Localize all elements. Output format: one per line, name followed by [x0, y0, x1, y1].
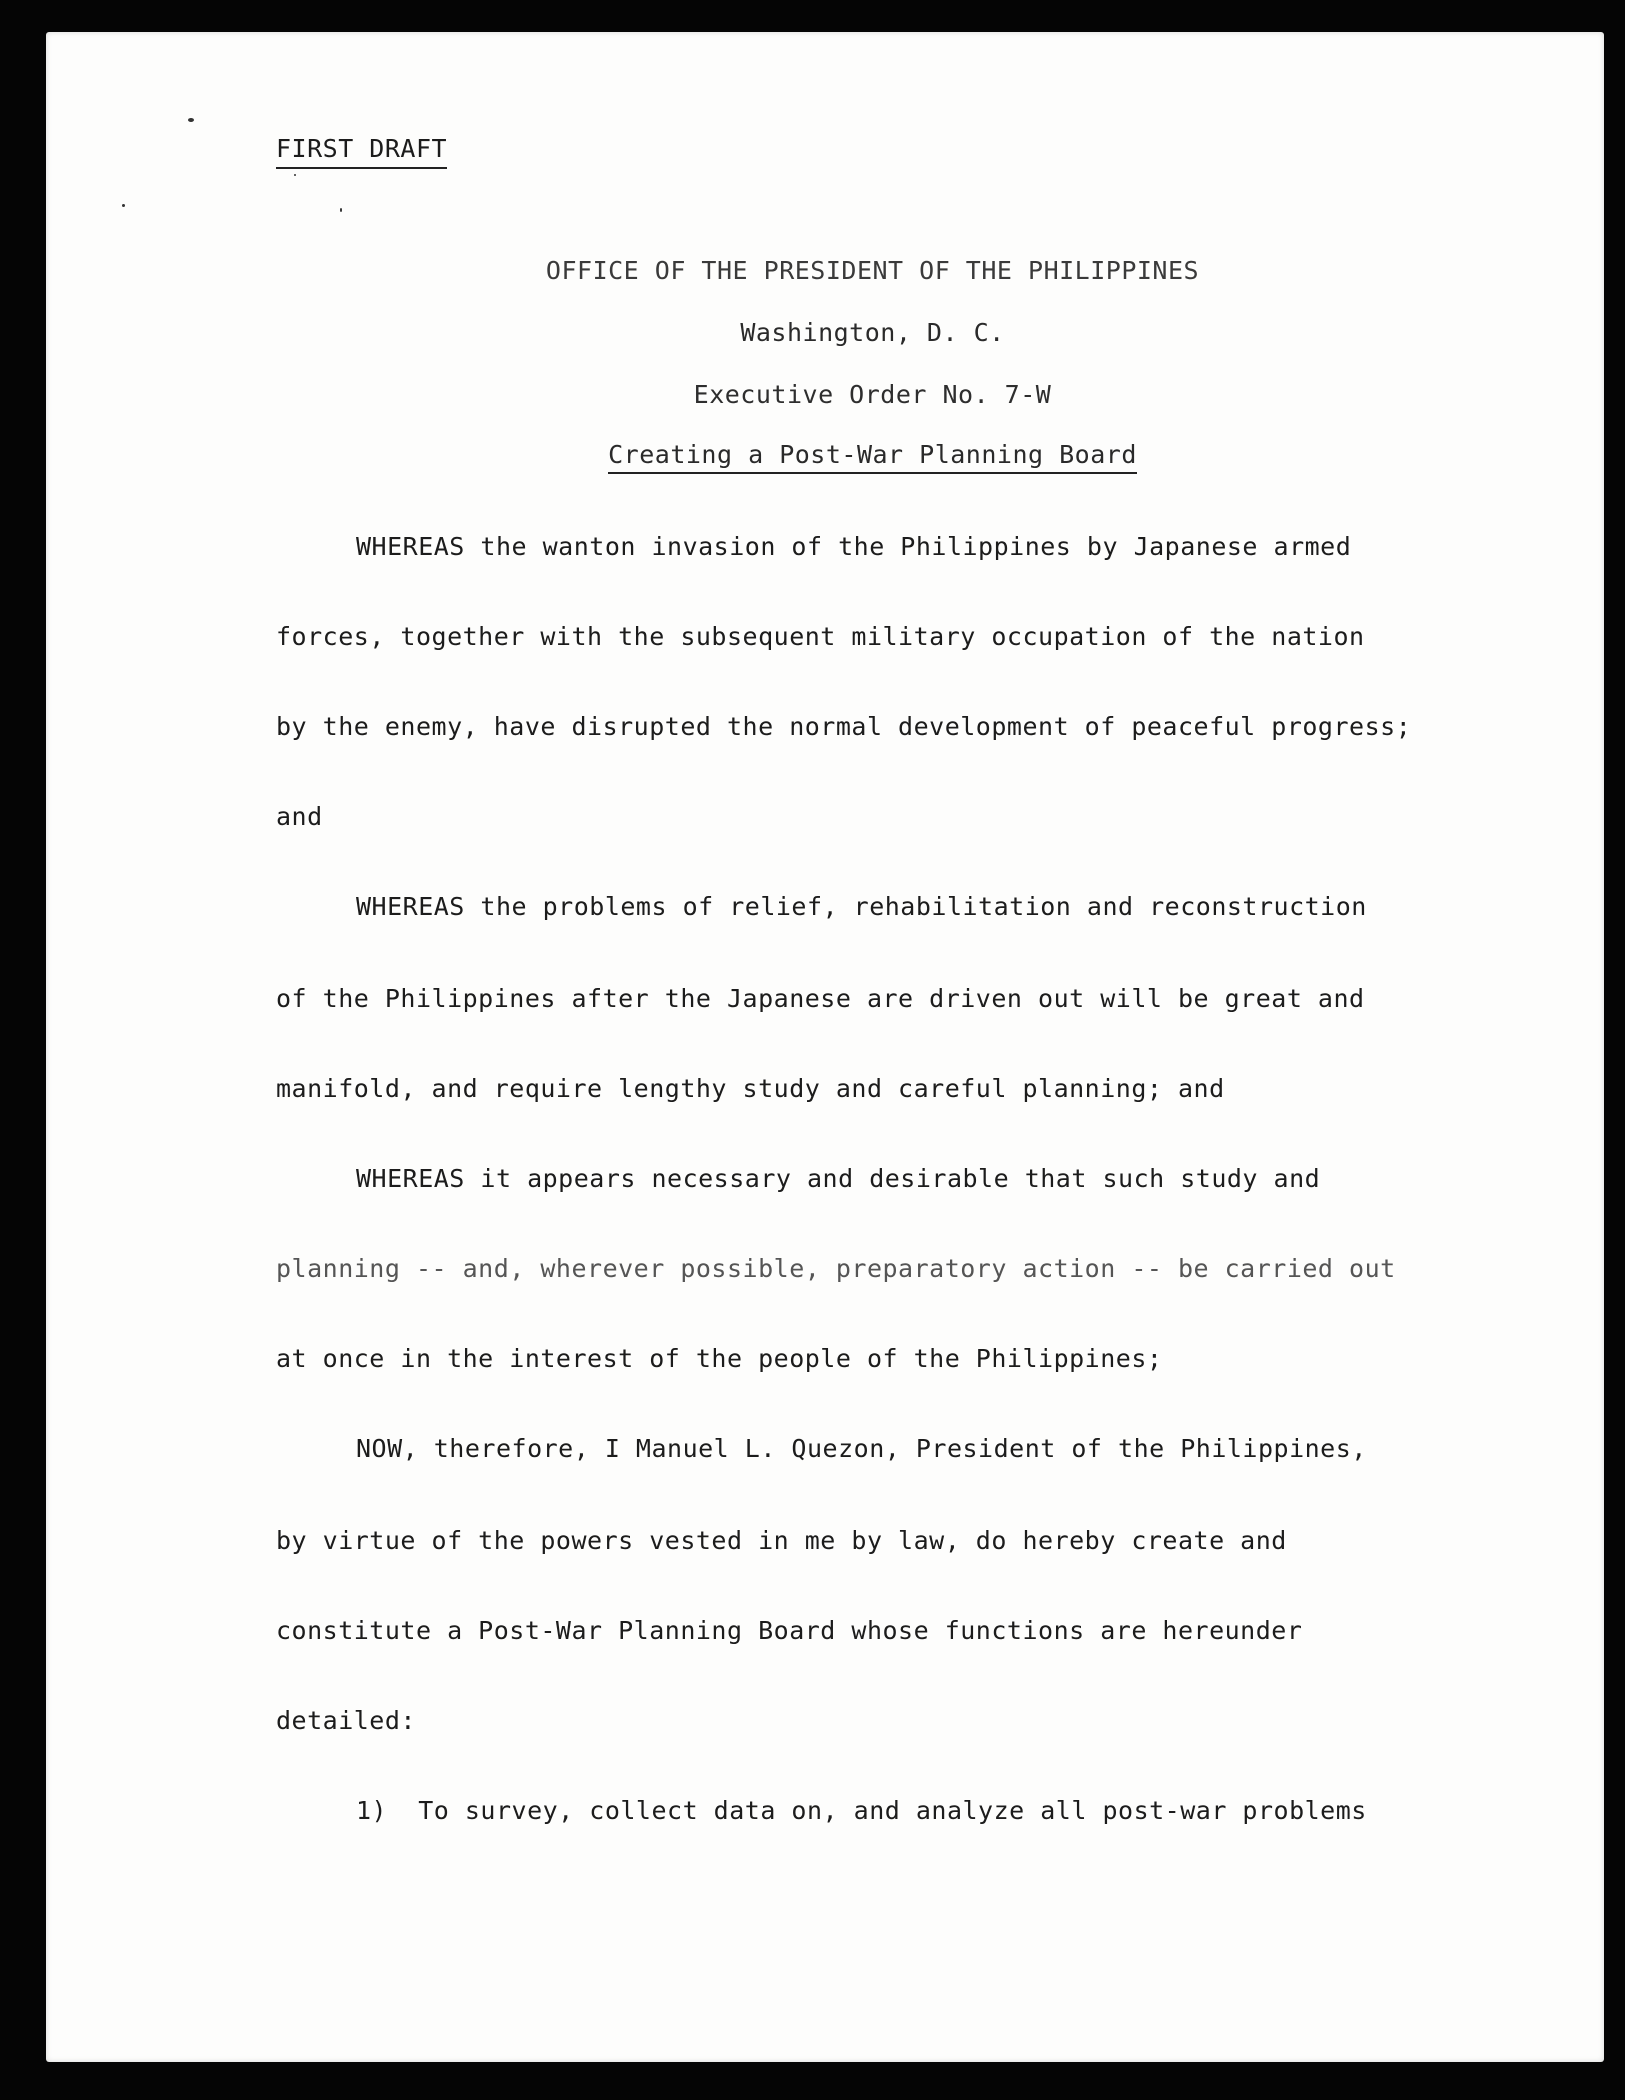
- stray-mark: [122, 204, 125, 207]
- body-line: forces, together with the subsequent military occupation of the nation: [276, 622, 1365, 651]
- body-line: WHEREAS it appears necessary and desirable that such study and: [356, 1164, 1321, 1193]
- office-heading: OFFICE OF THE PRESIDENT OF THE PHILIPPINES: [545, 256, 1200, 285]
- numbered-item: 1) To survey, collect data on, and analyze all post-war problems: [356, 1796, 1367, 1825]
- draft-label: FIRST DRAFT: [276, 134, 447, 169]
- body-line: at once in the interest of the people of the Philippines;: [276, 1344, 1163, 1373]
- body-line: constitute a Post-War Planning Board whose functions are hereunder: [276, 1616, 1303, 1645]
- body-line: WHEREAS the wanton invasion of the Philippines by Japanese armed: [356, 532, 1352, 561]
- body-line: detailed:: [276, 1706, 416, 1735]
- body-line: by the enemy, have disrupted the normal development of peaceful progress;: [276, 712, 1412, 741]
- location-line: Washington, D. C.: [740, 318, 1005, 347]
- body-line: by virtue of the powers vested in me by law, do hereby create and: [276, 1526, 1287, 1555]
- order-title-line: [0, 440, 1625, 469]
- body-line: NOW, therefore, I Manuel L. Quezon, President of the Philippines,: [356, 1434, 1367, 1463]
- stray-mark: [294, 174, 296, 176]
- stray-mark: [188, 118, 194, 122]
- body-line: and: [276, 802, 323, 831]
- stray-mark: [340, 208, 342, 212]
- order-number: Executive Order No. 7-W: [693, 380, 1052, 409]
- order-title: Creating a Post-War Planning Board: [608, 440, 1137, 474]
- body-line: of the Philippines after the Japanese are driven out will be great and: [276, 984, 1365, 1013]
- body-line: planning -- and, wherever possible, preparatory action -- be carried out: [276, 1254, 1396, 1283]
- body-line: WHEREAS the problems of relief, rehabilitation and reconstruction: [356, 892, 1367, 921]
- body-line: manifold, and require lengthy study and careful planning; and: [276, 1074, 1225, 1103]
